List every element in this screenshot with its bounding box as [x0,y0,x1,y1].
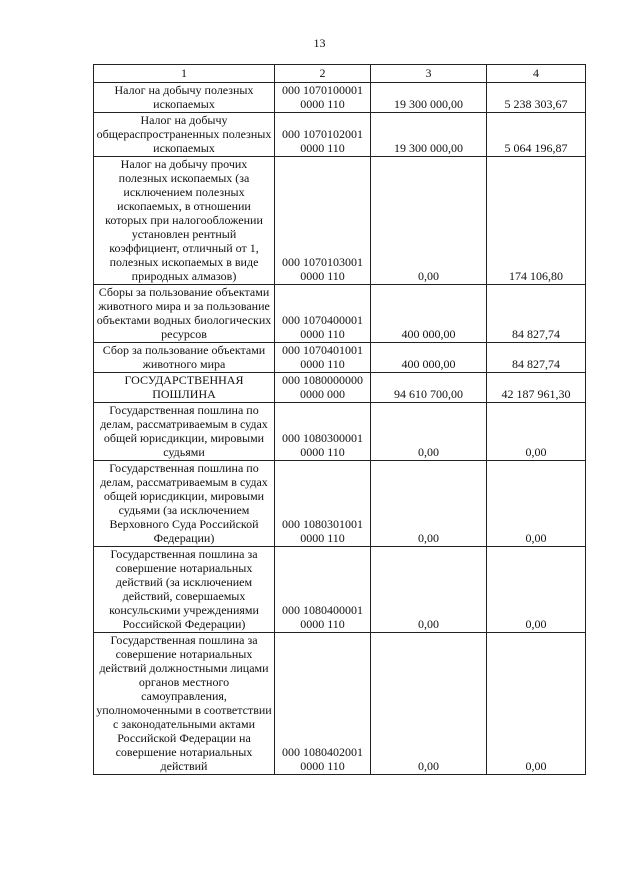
table-row [94,157,586,285]
row-actual-value: 5 064 196,87 [487,113,586,157]
row-name: Налог на добычу полезных ископаемых [94,83,275,113]
row-code-line1: 000 1080300001 [282,431,363,445]
column-header-2: 2 [275,65,371,83]
row-code [275,83,371,113]
table-row [94,547,586,633]
row-code-line2: 0000 110 [300,141,345,155]
row-code-line2: 0000 110 [300,327,345,341]
row-code-line1: 000 1080400001 [282,603,363,617]
column-header-1: 1 [94,65,275,83]
row-code-line2: 0000 110 [300,531,345,545]
row-code-line1: 000 1070100001 [282,83,363,97]
row-code [275,373,371,403]
row-name: Налог на добычу общераспространенных полезных ископаемых [94,113,275,157]
row-name: Государственная пошлина по делам, рассматриваемым в судах общей юрисдикции, мировыми судьями (за исключением Верховного Суда Российской Федерации) [94,461,275,547]
table-row [94,343,586,373]
row-code [275,343,371,373]
row-code-line2: 0000 000 [300,387,345,401]
row-name: Государственная пошлина за совершение нотариальных действий (за исключением действий, совершаемых консульскими учреждениями Российской Федерации) [94,547,275,633]
table-row [94,633,586,775]
row-planned-value: 0,00 [371,461,487,547]
row-name: Сбор за пользование объектами животного мира [94,343,275,373]
row-actual-value: 0,00 [487,461,586,547]
table-row [94,113,586,157]
table-row [94,403,586,461]
row-code-line1: 000 1080000000 [282,373,363,387]
row-planned-value: 0,00 [371,547,487,633]
row-code-line2: 0000 110 [300,97,345,111]
header-row [94,65,586,83]
row-actual-value: 0,00 [487,403,586,461]
row-planned-value: 19 300 000,00 [371,113,487,157]
row-code [275,633,371,775]
table-row [94,285,586,343]
row-code [275,547,371,633]
page-number: 13 [313,36,326,50]
row-name: ГОСУДАРСТВЕННАЯ ПОШЛИНА [94,373,275,403]
row-name: Государственная пошлина за совершение нотариальных действий должностными лицами органов местного самоуправления, уполномоченными в соответствии с законодательными актами Российской Федерации на совершение нотариальных действий [94,633,275,775]
row-actual-value: 84 827,74 [487,285,586,343]
row-actual-value: 5 238 303,67 [487,83,586,113]
row-planned-value: 400 000,00 [371,343,487,373]
row-planned-value: 94 610 700,00 [371,373,487,403]
row-actual-value: 0,00 [487,633,586,775]
row-code [275,157,371,285]
row-code [275,113,371,157]
row-planned-value: 400 000,00 [371,285,487,343]
table-row [94,373,586,403]
row-name: Налог на добычу прочих полезных ископаемых (за исключением полезных ископаемых, в отношении которых при налогообложении установлен рентный коэффициент, отличный от 1, полезных ископаемых в виде природных алмазов) [94,157,275,285]
row-planned-value: 0,00 [371,403,487,461]
row-code-line1: 000 1070400001 [282,313,363,327]
row-actual-value: 174 106,80 [487,157,586,285]
revenue-table [93,64,586,775]
row-actual-value: 42 187 961,30 [487,373,586,403]
row-code-line2: 0000 110 [300,357,345,371]
table-row [94,83,586,113]
row-name: Государственная пошлина по делам, рассматриваемым в судах общей юрисдикции, мировыми судьями [94,403,275,461]
table-row [94,461,586,547]
row-actual-value: 84 827,74 [487,343,586,373]
row-code-line2: 0000 110 [300,445,345,459]
row-code-line1: 000 1070102001 [282,127,363,141]
row-code-line1: 000 1070401001 [282,343,363,357]
column-header-3: 3 [371,65,487,83]
row-code-line1: 000 1080301001 [282,517,363,531]
row-name: Сборы за пользование объектами животного мира и за пользование объектами водных биологических ресурсов [94,285,275,343]
row-code-line2: 0000 110 [300,759,345,773]
row-code-line2: 0000 110 [300,617,345,631]
row-planned-value: 0,00 [371,157,487,285]
row-code-line1: 000 1070103001 [282,255,363,269]
column-header-4: 4 [487,65,586,83]
row-planned-value: 19 300 000,00 [371,83,487,113]
row-planned-value: 0,00 [371,633,487,775]
row-actual-value: 0,00 [487,547,586,633]
row-code [275,403,371,461]
row-code-line1: 000 1080402001 [282,745,363,759]
row-code [275,285,371,343]
row-code [275,461,371,547]
row-code-line2: 0000 110 [300,269,345,283]
